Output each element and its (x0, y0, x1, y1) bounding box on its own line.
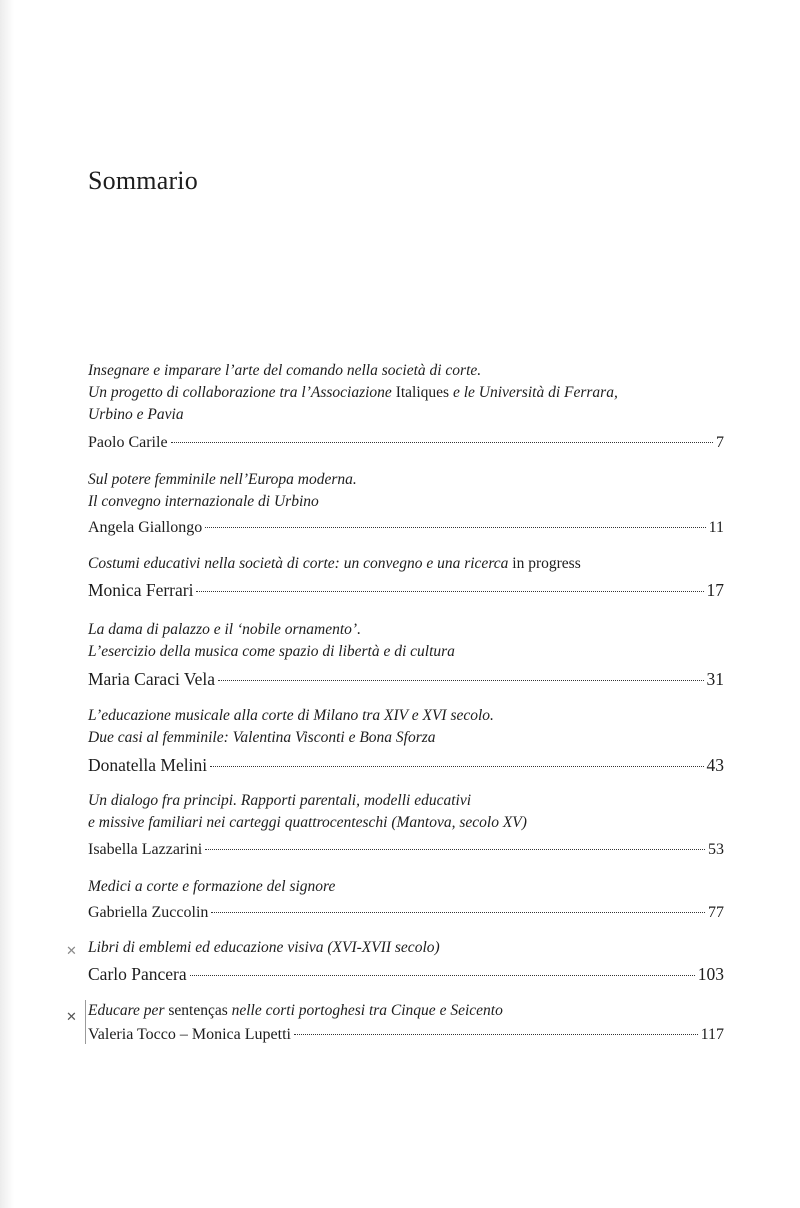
toc-entry[interactable] (88, 790, 724, 862)
dot-leader (294, 1034, 698, 1035)
entry-title-line: Costumi educativi nella società di corte: un convegno e una ricerca in progress (88, 555, 581, 572)
entry-author: Donatella Melini (88, 755, 208, 775)
entry-title-line: L’educazione musicale alla corte di Milano tra XIV e XVI secolo. (88, 707, 494, 724)
entry-page-number: 17 (706, 580, 724, 600)
entry-author: Maria Caraci Vela (88, 669, 215, 689)
entry-title-line: Un progetto di collaborazione tra l’Associazione Italiques e le Università di Ferrara, (88, 384, 618, 401)
entry-author: Gabriella Zuccolin (88, 904, 209, 921)
entry-title-line: Educare per sentenças nelle corti portoghesi tra Cinque e Seicento (88, 1002, 503, 1019)
dot-leader (205, 849, 705, 850)
entry-author-line (88, 753, 724, 777)
entry-page-number: 31 (706, 669, 724, 689)
entry-page-number: 103 (697, 964, 724, 984)
entry-author-line (88, 901, 724, 925)
entry-title-line: Urbino e Pavia (88, 406, 184, 423)
entry-author-line (88, 431, 724, 455)
toc-entry[interactable] (88, 705, 724, 777)
entry-title-line: La dama di palazzo e il ‘nobile ornamento’. (88, 621, 361, 638)
toc-entry[interactable] (88, 553, 724, 602)
entry-title-line: Un dialogo fra principi. Rapporti parentali, modelli educativi (88, 792, 472, 809)
entry-author-line (88, 838, 724, 862)
entry-author-line (88, 667, 724, 691)
dot-leader (218, 680, 704, 681)
entry-author-line (88, 1023, 724, 1047)
entry-page-number: 117 (700, 1026, 724, 1043)
dot-leader (190, 975, 695, 976)
entry-author: Monica Ferrari (88, 580, 194, 600)
toc-entry[interactable] (88, 1000, 724, 1047)
entry-author-line (88, 516, 724, 540)
margin-pencil-bracket (85, 1000, 86, 1044)
entry-title-line: e missive familiari nei carteggi quattrocenteschi (Mantova, secolo XV) (88, 814, 527, 831)
toc-entry[interactable] (88, 360, 724, 455)
entry-title-line: Medici a corte e formazione del signore (88, 878, 336, 895)
page-title: Sommario (88, 166, 198, 195)
page-edge-shadow (0, 0, 14, 1208)
margin-pencil-mark: ✕ (66, 1010, 77, 1025)
toc-entry[interactable] (88, 469, 724, 540)
entry-title-line: Libri di emblemi ed educazione visiva (XVI-XVII secolo) (88, 939, 440, 956)
entry-title-line: Sul potere femminile nell’Europa moderna. (88, 471, 357, 488)
dot-leader (210, 766, 703, 767)
dot-leader (205, 527, 705, 528)
dot-leader (171, 442, 713, 443)
entry-page-number: 43 (706, 755, 724, 775)
entry-author-line (88, 578, 724, 602)
entry-title-line: L’esercizio della musica come spazio di libertà e di cultura (88, 643, 455, 660)
toc-entry[interactable] (88, 937, 724, 986)
margin-pencil-mark: ✕ (66, 944, 77, 959)
entry-page-number: 7 (716, 434, 724, 451)
entry-title-line: Due casi al femminile: Valentina Visconti e Bona Sforza (88, 729, 436, 746)
toc-entry[interactable] (88, 619, 724, 691)
toc-entry[interactable] (88, 876, 724, 925)
entry-author: Paolo Carile (88, 434, 168, 451)
entry-author: Isabella Lazzarini (88, 841, 203, 858)
entry-title-line: Il convegno internazionale di Urbino (88, 493, 319, 510)
entry-page-number: 53 (708, 841, 724, 858)
entry-page-number: 77 (708, 904, 724, 921)
entry-page-number: 11 (708, 519, 724, 536)
entry-author: Carlo Pancera (88, 964, 187, 984)
entry-author: Valeria Tocco – Monica Lupetti (88, 1026, 291, 1043)
dot-leader (196, 591, 703, 592)
entry-author: Angela Giallongo (88, 519, 203, 536)
dot-leader (211, 912, 705, 913)
entry-title-line: Insegnare e imparare l’arte del comando nella società di corte. (88, 362, 482, 379)
entry-author-line (88, 962, 724, 986)
